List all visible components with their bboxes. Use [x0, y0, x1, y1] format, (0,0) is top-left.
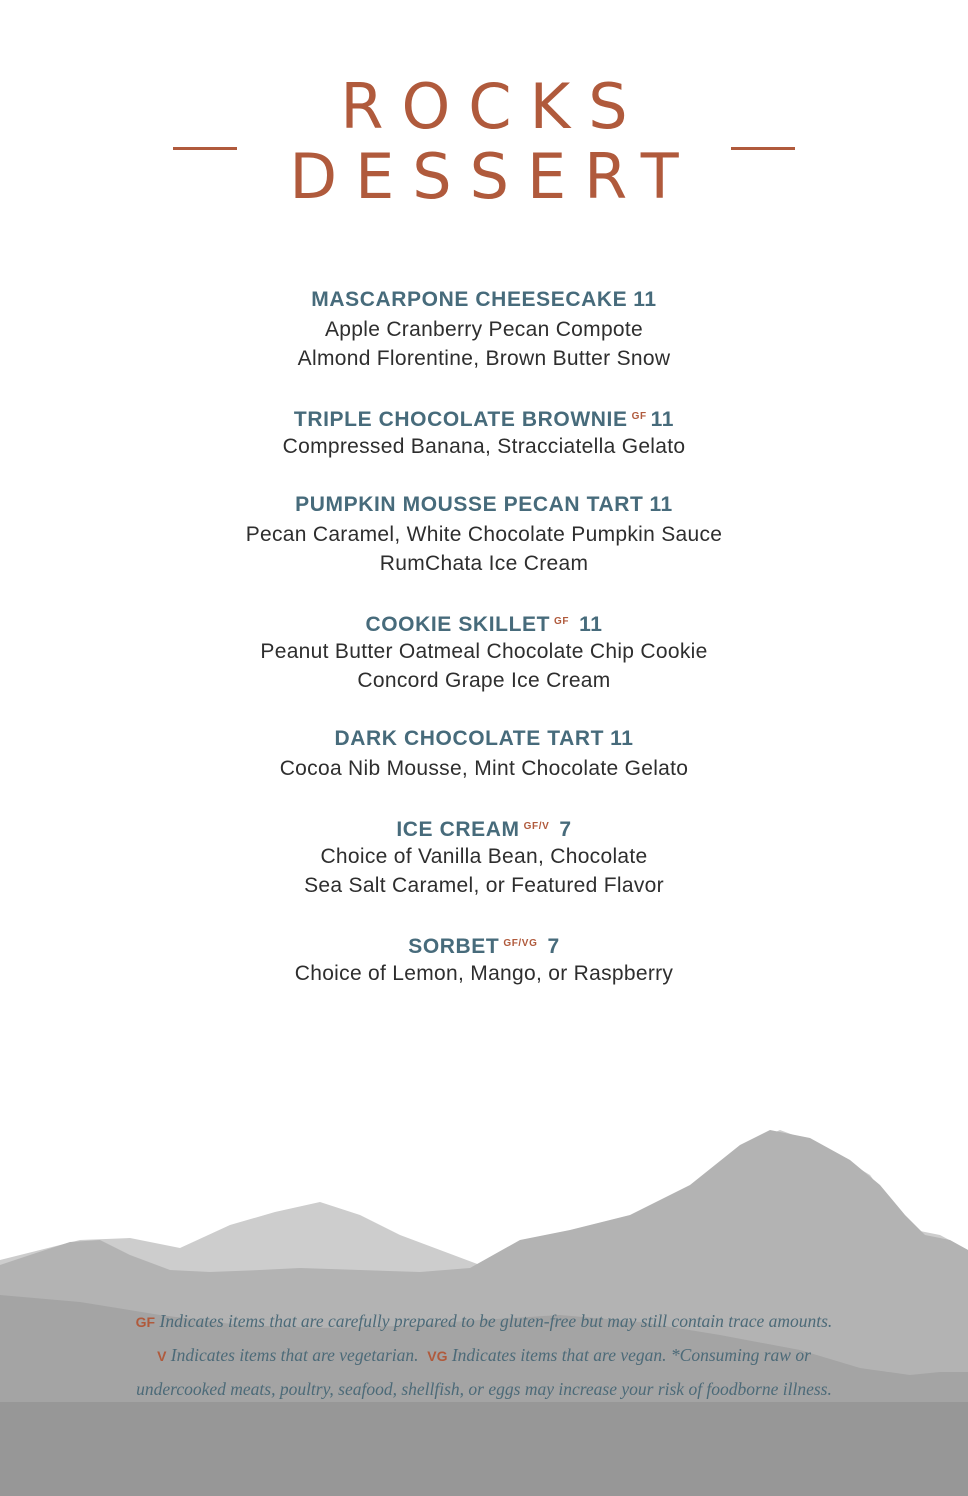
dietary-tag: GF [554, 616, 570, 627]
item-name: DARK CHOCOLATE TART [334, 727, 605, 750]
item-description: Apple Cranberry Pecan Compote [324, 318, 644, 341]
page-title [0, 72, 968, 212]
item-description: Peanut Butter Oatmeal Chocolate Chip Cookie [260, 640, 708, 663]
item-price: 11 [649, 493, 673, 516]
footer-line-3 [0, 1373, 968, 1406]
footer-line-2 [0, 1339, 968, 1373]
item-heading [0, 285, 968, 315]
item-description: Choice of Lemon, Mango, or Raspberry [294, 962, 674, 985]
item-description: Sea Salt Caramel, or Featured Flavor [304, 874, 664, 897]
item-description: Almond Florentine, Brown Butter Snow [297, 347, 671, 370]
item-price: 11 [650, 408, 675, 431]
mountain-base [0, 1402, 968, 1496]
dietary-tag: GF/V [523, 821, 550, 832]
item-heading [0, 402, 968, 432]
v-legend-text: Indicates items that are vegetarian. [170, 1345, 419, 1365]
dietary-tag: GF [631, 411, 647, 422]
menu-item-dark-chocolate-tart [0, 724, 968, 783]
item-name: MASCARPONE CHEESECAKE [311, 288, 628, 311]
v-legend-tag: V [157, 1348, 167, 1364]
gf-legend-text: Indicates items that are carefully prepared to be gluten-free but may still contain trace amounts. [159, 1311, 833, 1331]
consumption-warning-end: undercooked meats, poultry, seafood, shellfish, or eggs may increase your risk of foodborne illness. [136, 1379, 832, 1399]
item-heading [0, 812, 968, 842]
gf-legend-tag: GF [135, 1314, 156, 1330]
item-description: Choice of Vanilla Bean, Chocolate [320, 845, 648, 868]
consumption-warning-start: *Consuming raw or [670, 1345, 811, 1365]
dessert-menu [0, 285, 968, 1017]
item-price: 11 [610, 727, 634, 750]
item-name: ICE CREAM [396, 818, 520, 841]
item-name: TRIPLE CHOCOLATE BROWNIE [293, 408, 628, 431]
menu-item-cookie-skillet [0, 607, 968, 695]
item-name: COOKIE SKILLET [365, 613, 551, 636]
item-heading [0, 929, 968, 959]
footer-line-1 [0, 1305, 968, 1339]
item-price: 11 [633, 288, 657, 311]
item-heading [0, 607, 968, 637]
item-price: 7 [547, 935, 560, 958]
dietary-tag: GF/VG [503, 938, 538, 949]
item-description: RumChata Ice Cream [379, 552, 589, 575]
menu-item-sorbet [0, 929, 968, 988]
mountain-silhouette-illustration [0, 1090, 968, 1496]
item-heading [0, 724, 968, 754]
footer-disclaimer [0, 1305, 968, 1406]
menu-item-ice-cream [0, 812, 968, 900]
item-description: Compressed Banana, Stracciatella Gelato [282, 435, 686, 458]
item-price: 11 [579, 613, 603, 636]
title-line-rocks: ROCKS [340, 70, 646, 143]
item-description: Pecan Caramel, White Chocolate Pumpkin Sauce [245, 523, 723, 546]
item-name: SORBET [408, 935, 500, 958]
title-line-dessert: DESSERT [289, 140, 697, 213]
item-description: Concord Grape Ice Cream [357, 669, 611, 692]
menu-item-pumpkin-mousse-pecan-tart [0, 490, 968, 578]
vg-legend-text: Indicates items that are vegan. [451, 1345, 667, 1365]
menu-item-mascarpone-cheesecake [0, 285, 968, 373]
item-price: 7 [559, 818, 572, 841]
item-description: Cocoa Nib Mousse, Mint Chocolate Gelato [279, 757, 689, 780]
vg-legend-tag: VG [427, 1348, 448, 1364]
item-name: PUMPKIN MOUSSE PECAN TART [295, 493, 644, 516]
menu-item-triple-chocolate-brownie [0, 402, 968, 461]
item-heading [0, 490, 968, 520]
